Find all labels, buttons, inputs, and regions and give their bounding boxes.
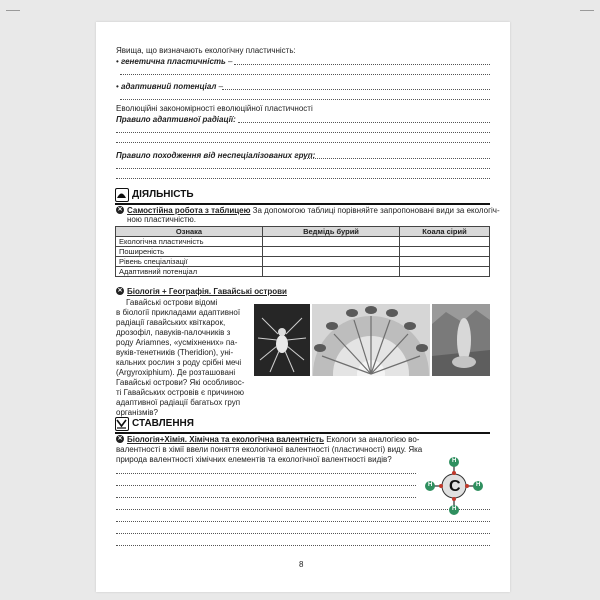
answer-line[interactable] [116,168,490,169]
hawaii-text [116,298,276,418]
task-badge-icon: ✕ [117,436,123,442]
table-task [127,206,500,215]
table-cell: Рівень спеціалізації [116,257,263,267]
table-cell-input[interactable] [400,257,490,267]
hawaii-line: в біології прикладами адаптивної [116,308,241,317]
table-row [116,267,490,277]
table-cell-input[interactable] [263,257,400,267]
answer-line[interactable] [116,521,490,522]
attitude-title: СТАВЛЕННЯ [132,418,194,429]
table-row [116,237,490,247]
rule-2-label: Правило походження від неспеціалізованих груп: [116,151,316,160]
table-cell: Адаптивний потенціал [116,267,263,277]
table-row [116,247,490,257]
table-cell-input[interactable] [263,267,400,277]
answer-line[interactable] [304,158,490,159]
attitude-icon [115,417,129,431]
atom-center-label: C [449,478,461,495]
crop-mark [6,10,20,11]
answer-line[interactable] [116,497,416,498]
bullet-2-dash: – [216,82,224,91]
table-cell-input[interactable] [263,237,400,247]
atom-h-label: H [452,506,457,512]
hawaii-line: Гавайські острови відомі [126,298,218,307]
task-badge-icon: ✕ [117,288,123,294]
chemistry-task [127,435,419,444]
answer-line[interactable] [238,122,490,123]
hawaii-line: вуків-тенетників (Theridion), уні- [116,348,234,357]
crop-mark [580,10,594,11]
workbook-page [96,22,510,592]
hawaii-line: Гавайські острови? Які особливос- [116,378,245,387]
table-cell: Поширеність [116,247,263,257]
answer-line[interactable] [116,545,490,546]
page-number: 8 [299,560,304,569]
table-header: Ознака [116,227,263,237]
spider-photo [254,304,310,376]
answer-line[interactable] [222,89,490,90]
table-task-title: Самостійна робота з таблицею [127,206,251,215]
patterns-heading: Еволюційні закономірності еволюційної пластичності [116,104,313,113]
table-cell-input[interactable] [400,267,490,277]
bullet-2-label: адаптивний потенціал [121,82,217,91]
table-cell-input[interactable] [400,237,490,247]
answer-line[interactable] [116,485,416,486]
bullet-1-label: генетична пластичність [121,57,226,66]
answer-line[interactable] [116,533,490,534]
answer-line[interactable] [116,473,416,474]
birds-radiation-photo [312,304,430,376]
hawaii-line: дрозофіл, павуків-палочників з [116,328,231,337]
chemistry-task-text: Екологи за аналогією во- [326,435,420,444]
chemistry-task-line: природа валентності хімічних елементів та екологічної валентності видів? [116,455,392,464]
hawaii-line: кальних рослин з роду срібні мечі [116,358,242,367]
table-cell: Екологічна пластичність [116,237,263,247]
hawaii-line: (Argyroxiphium). Де розташовані [116,368,236,377]
table-task-text: За допомогою таблиці порівняйте запропоновані види за екологіч- [252,206,500,215]
bullet-2: • адаптивний потенціал – [116,82,224,91]
silversword-plant-photo [432,304,490,376]
table-cell-input[interactable] [400,247,490,257]
atom-h-label: H [452,458,457,464]
table-cell-input[interactable] [263,247,400,257]
hawaii-line: радіації гавайських квіткарок, [116,318,226,327]
table-header: Коала сірий [400,227,490,237]
atom-h-label: H [428,482,433,488]
answer-line[interactable] [116,132,490,133]
chemistry-task-title: Біологія+Хімія. Хімічна та екологічна валентність [127,435,325,444]
answer-line[interactable] [116,178,490,179]
divider [115,203,490,205]
divider [115,432,490,434]
chemistry-task-line: валентності в хімії ввели поняття екологічної валентності (пластичності) виду. Яка [116,445,423,454]
hawaii-line: ті Гавайських островів є причиною [116,388,245,397]
rule-1-label: Правило адаптивної радіації: [116,115,236,124]
hawaii-line: організмів? [116,408,158,417]
intro-text: Явища, що визначають екологічну пластичність: [116,46,296,55]
hawaii-line: роду Ariamnes, «усміхнених» па- [116,338,238,347]
comparison-table [115,226,490,277]
answer-line[interactable] [120,74,490,75]
activity-title: ДІЯЛЬНІСТЬ [132,189,194,200]
task-badge-icon: ✕ [117,207,123,213]
activity-icon [115,188,129,202]
hawaii-line: адаптивної радіації багатьох груп [116,398,241,407]
table-task-text-2: ною пластичністю. [127,215,196,224]
atom-h-label: H [476,482,481,488]
answer-line[interactable] [234,64,490,65]
answer-line[interactable] [120,99,490,100]
table-header-row [116,227,490,237]
hawaii-title: Біологія + Географія. Гавайські острови [127,287,287,296]
table-row [116,257,490,267]
bullet-1-dash: – [225,57,233,66]
bullet-1: • генетична пластичність – [116,57,233,66]
answer-line[interactable] [116,142,490,143]
table-header: Ведмідь бурий [263,227,400,237]
